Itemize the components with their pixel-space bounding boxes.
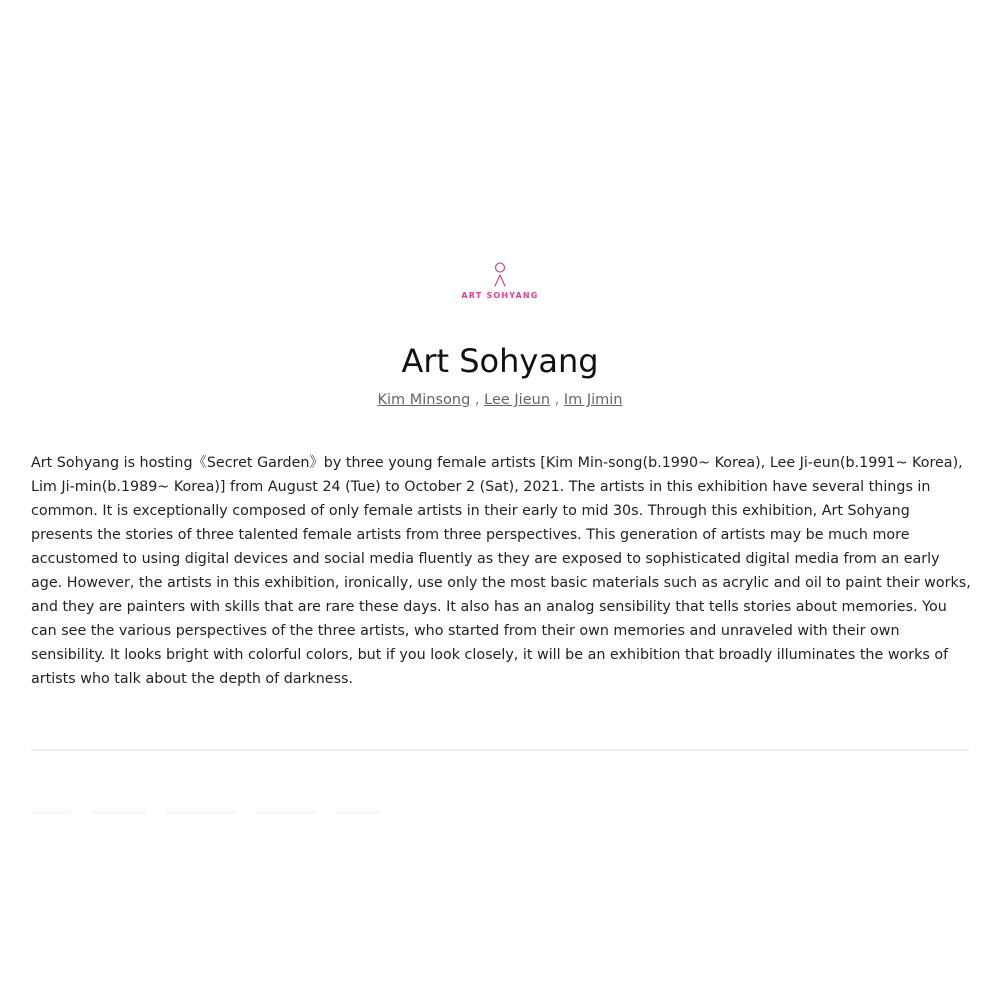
faded-content-row xyxy=(31,806,391,820)
artist-link-im-jimin[interactable]: Im Jimin xyxy=(563,392,623,408)
exhibition-description: Art Sohyang is hosting《Secret Garden》by three young female artists [Kim Min-song(b.1990~ Korea), Lee Ji-eun(b.1991~ Korea), Lim Ji-min(b.1989~ Korea)] from August 24 (Tue) to October 2 (Sat), 2021. The artists in this exhibition have several things in common. It is exceptionally composed of only female artists in their early to mid 30s. Through this exhibition, Art Sohyang presents the stories of three talented female artists from three perspectives. This generation of artists may be much more accustomed to using digital devices and social media fluently as they are exposed to sophisticated digital media from an early age. However, the artists in this exhibition, ironically, use only the most basic materials such as acrylic and oil to paint their works, and they are painters with skills that are rare these days. It also has an analog sensibility that tells stories about memories. You can see the various perspectives of the three artists, who started from their own memories and unraveled with their own sensibility. It looks bright with colorful colors, but if you look closely, it will be an exhibition that broadly illuminates the works of artists who talk about the depth of darkness. xyxy=(31,455,971,687)
artist-link-kim-minsong[interactable]: Kim Minsong xyxy=(377,392,471,408)
section-divider xyxy=(31,749,969,751)
logo-text: ART SOHYANG xyxy=(461,291,539,300)
artist-separator: , xyxy=(550,392,564,408)
page-title: Art Sohyang xyxy=(401,342,599,380)
artist-list xyxy=(0,390,1000,410)
gallery-logo[interactable] xyxy=(0,262,1000,300)
person-icon xyxy=(492,262,508,288)
artist-link-lee-jieun[interactable]: Lee Jieun xyxy=(484,392,551,408)
artist-separator: , xyxy=(470,392,485,408)
